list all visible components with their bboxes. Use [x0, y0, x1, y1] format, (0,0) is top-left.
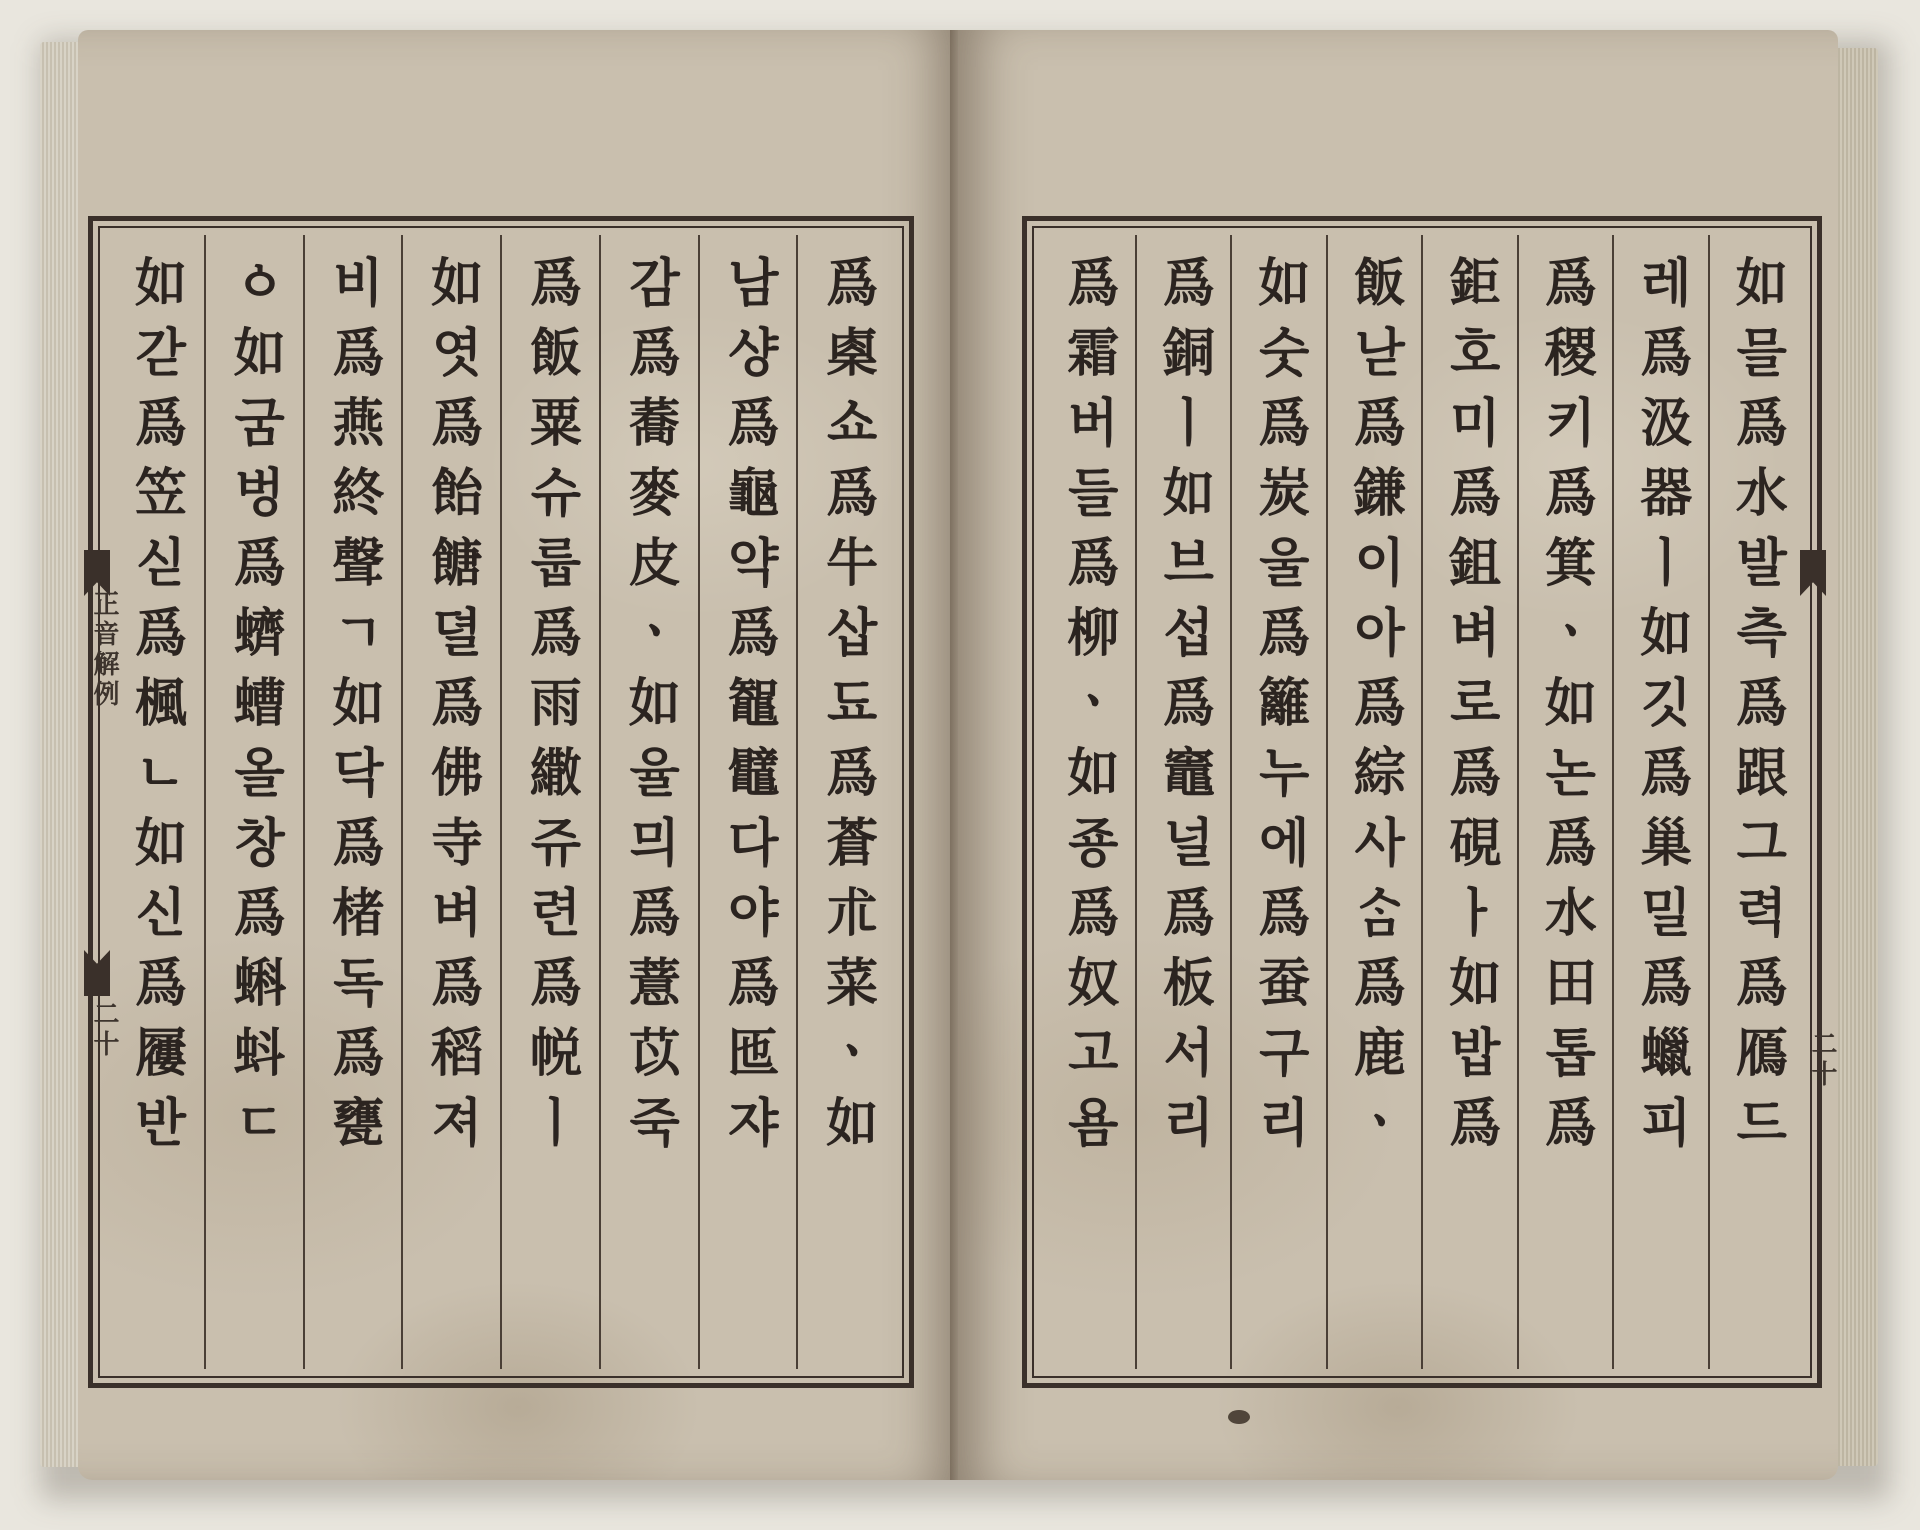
text-column — [698, 235, 797, 1369]
text-column — [1612, 235, 1708, 1369]
column-text: 鉅호미爲鉏벼로爲硯ㅏ如밥爲 — [1439, 255, 1500, 1165]
column-text: 爲銅ㅣ如브섭爲竈널爲板서리 — [1153, 255, 1214, 1165]
column-text: 레爲汲器ㅣ如깃爲巢밀爲蠟피 — [1630, 255, 1691, 1165]
left-page — [78, 30, 958, 1480]
left-print-frame — [88, 216, 914, 1388]
ink-blot — [1228, 1410, 1250, 1424]
text-column — [1421, 235, 1517, 1369]
column-text: 如엿爲飴餹뎔爲佛寺벼爲稻져 — [421, 255, 482, 1165]
column-text: 감爲蕎麥皮ㆍ如율믜爲薏苡죽 — [619, 255, 680, 1165]
text-column — [599, 235, 698, 1369]
left-text-columns — [107, 235, 895, 1369]
right-print-frame — [1022, 216, 1822, 1388]
column-text: 爲飯粟슈룹爲雨繖쥬련爲帨ㅣ — [520, 255, 581, 1165]
column-text: 爲稷키爲箕ㆍ如논爲水田톱爲 — [1535, 255, 1596, 1165]
column-text: 爲霜버들爲柳ㆍ如죵爲奴고욤 — [1057, 255, 1118, 1165]
column-text: 남샹爲龜약爲鼅鼊다야爲匜쟈 — [717, 255, 778, 1165]
text-column — [1708, 235, 1804, 1369]
text-column — [1041, 235, 1135, 1369]
column-text: 爲㮚쇼爲牛삽됴爲蒼朮菜ㆍ如 — [816, 255, 877, 1165]
text-column — [1230, 235, 1326, 1369]
column-text: 如숫爲炭울爲籬누에爲蚕구리 — [1248, 255, 1309, 1165]
column-text: 如믈爲水발측爲跟그력爲鴈드 — [1726, 255, 1787, 1165]
text-column — [796, 235, 895, 1369]
text-column — [1517, 235, 1613, 1369]
text-column — [401, 235, 500, 1369]
text-column — [1326, 235, 1422, 1369]
text-column — [1135, 235, 1231, 1369]
column-text: 如갇爲笠싣爲楓ㄴ如신爲屨반 — [125, 255, 186, 1165]
text-column — [107, 235, 204, 1369]
left-margin-title: 正音解例 — [89, 590, 119, 710]
column-text: ㆁ如굼벙爲蠐螬올창爲蝌蚪ㄷ — [224, 255, 285, 1165]
text-column — [204, 235, 303, 1369]
right-margin-title: 二十 — [1807, 1030, 1837, 1090]
right-text-columns — [1041, 235, 1803, 1369]
text-column — [303, 235, 402, 1369]
text-column — [500, 235, 599, 1369]
column-text: 飯낟爲鎌이아爲綜사ᄉᆞᆷ爲鹿ㆍ — [1344, 255, 1405, 1165]
column-text: 비爲燕終聲ㄱ如닥爲楮독爲甕 — [322, 255, 383, 1165]
right-page — [958, 30, 1838, 1480]
left-margin-page: 二十 — [89, 1000, 119, 1060]
